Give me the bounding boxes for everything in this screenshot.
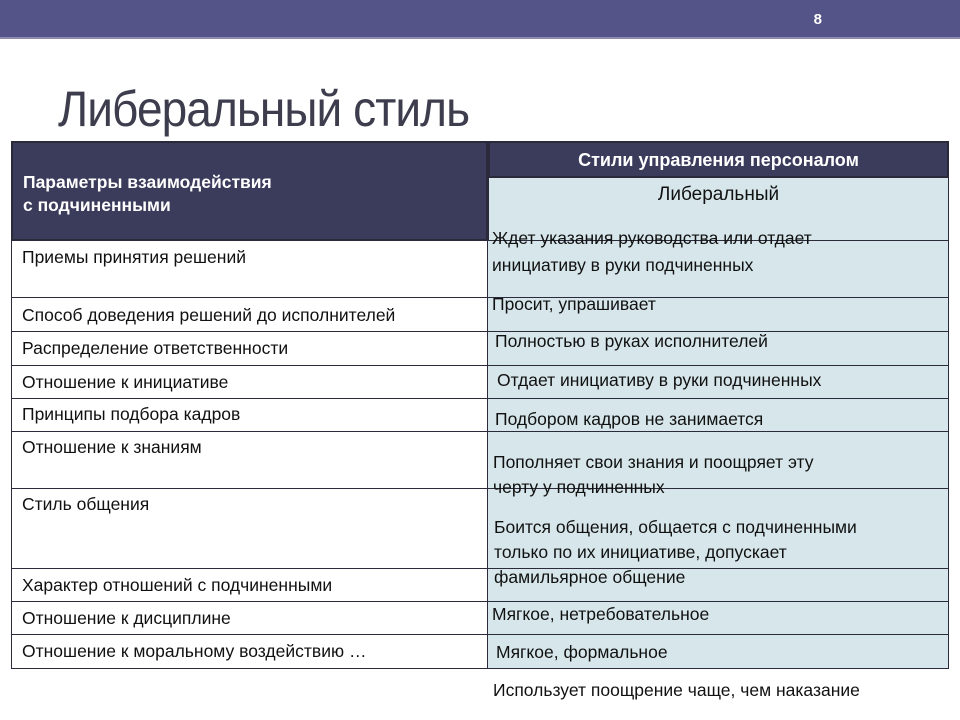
value-text: Полностью в руках исполнителей	[495, 331, 768, 351]
param-row: Способ доведения решений до исполнителей	[11, 298, 488, 332]
header-line-2: с подчиненными	[23, 195, 171, 215]
value-text: инициативу в руки подчиненных	[492, 255, 754, 275]
param-row: Распределение ответственности	[11, 332, 488, 366]
value-text: Ждет указания руководства или отдает	[492, 228, 812, 248]
param-row: Приемы принятия решений	[11, 241, 488, 298]
param-row: Отношение к дисциплине	[11, 602, 488, 635]
value-text-overflow: Использует поощрение чаще, чем наказание	[493, 680, 860, 700]
value-text: Просит, упрашивает	[492, 294, 656, 314]
table-header-parameters	[11, 141, 488, 241]
value-text: Отдает инициативу в руки подчиненных	[497, 370, 822, 390]
value-text: только по их инициативе, допускает	[494, 542, 787, 562]
param-row: Стиль общения	[11, 489, 488, 569]
header-line-1: Параметры взаимодействия	[23, 172, 272, 192]
param-row: Отношение к инициативе	[11, 366, 488, 399]
value-text: фамильярное общение	[494, 567, 686, 587]
value-text: черту у подчиненных	[493, 477, 665, 497]
value-text: Подбором кадров не занимается	[495, 409, 764, 429]
param-row: Принципы подбора кадров	[11, 399, 488, 432]
table-subheader-liberal: Либеральный	[488, 178, 949, 241]
slide-title: Либеральный стиль	[58, 81, 470, 137]
page-number: 8	[813, 11, 822, 28]
top-bar	[0, 0, 960, 39]
value-text: Мягкое, нетребовательное	[492, 604, 710, 624]
table-header-styles: Стили управления персоналом	[488, 141, 949, 178]
param-row: Отношение к моральному воздействию …	[11, 635, 488, 669]
param-row: Отношение к знаниям	[11, 432, 488, 489]
value-text: Мягкое, формальное	[496, 642, 668, 662]
param-row: Характер отношений с подчиненными	[11, 569, 488, 602]
value-text: Пополняет свои знания и поощряет эту	[493, 452, 814, 472]
value-text: Боится общения, общается с подчиненными	[494, 517, 857, 537]
